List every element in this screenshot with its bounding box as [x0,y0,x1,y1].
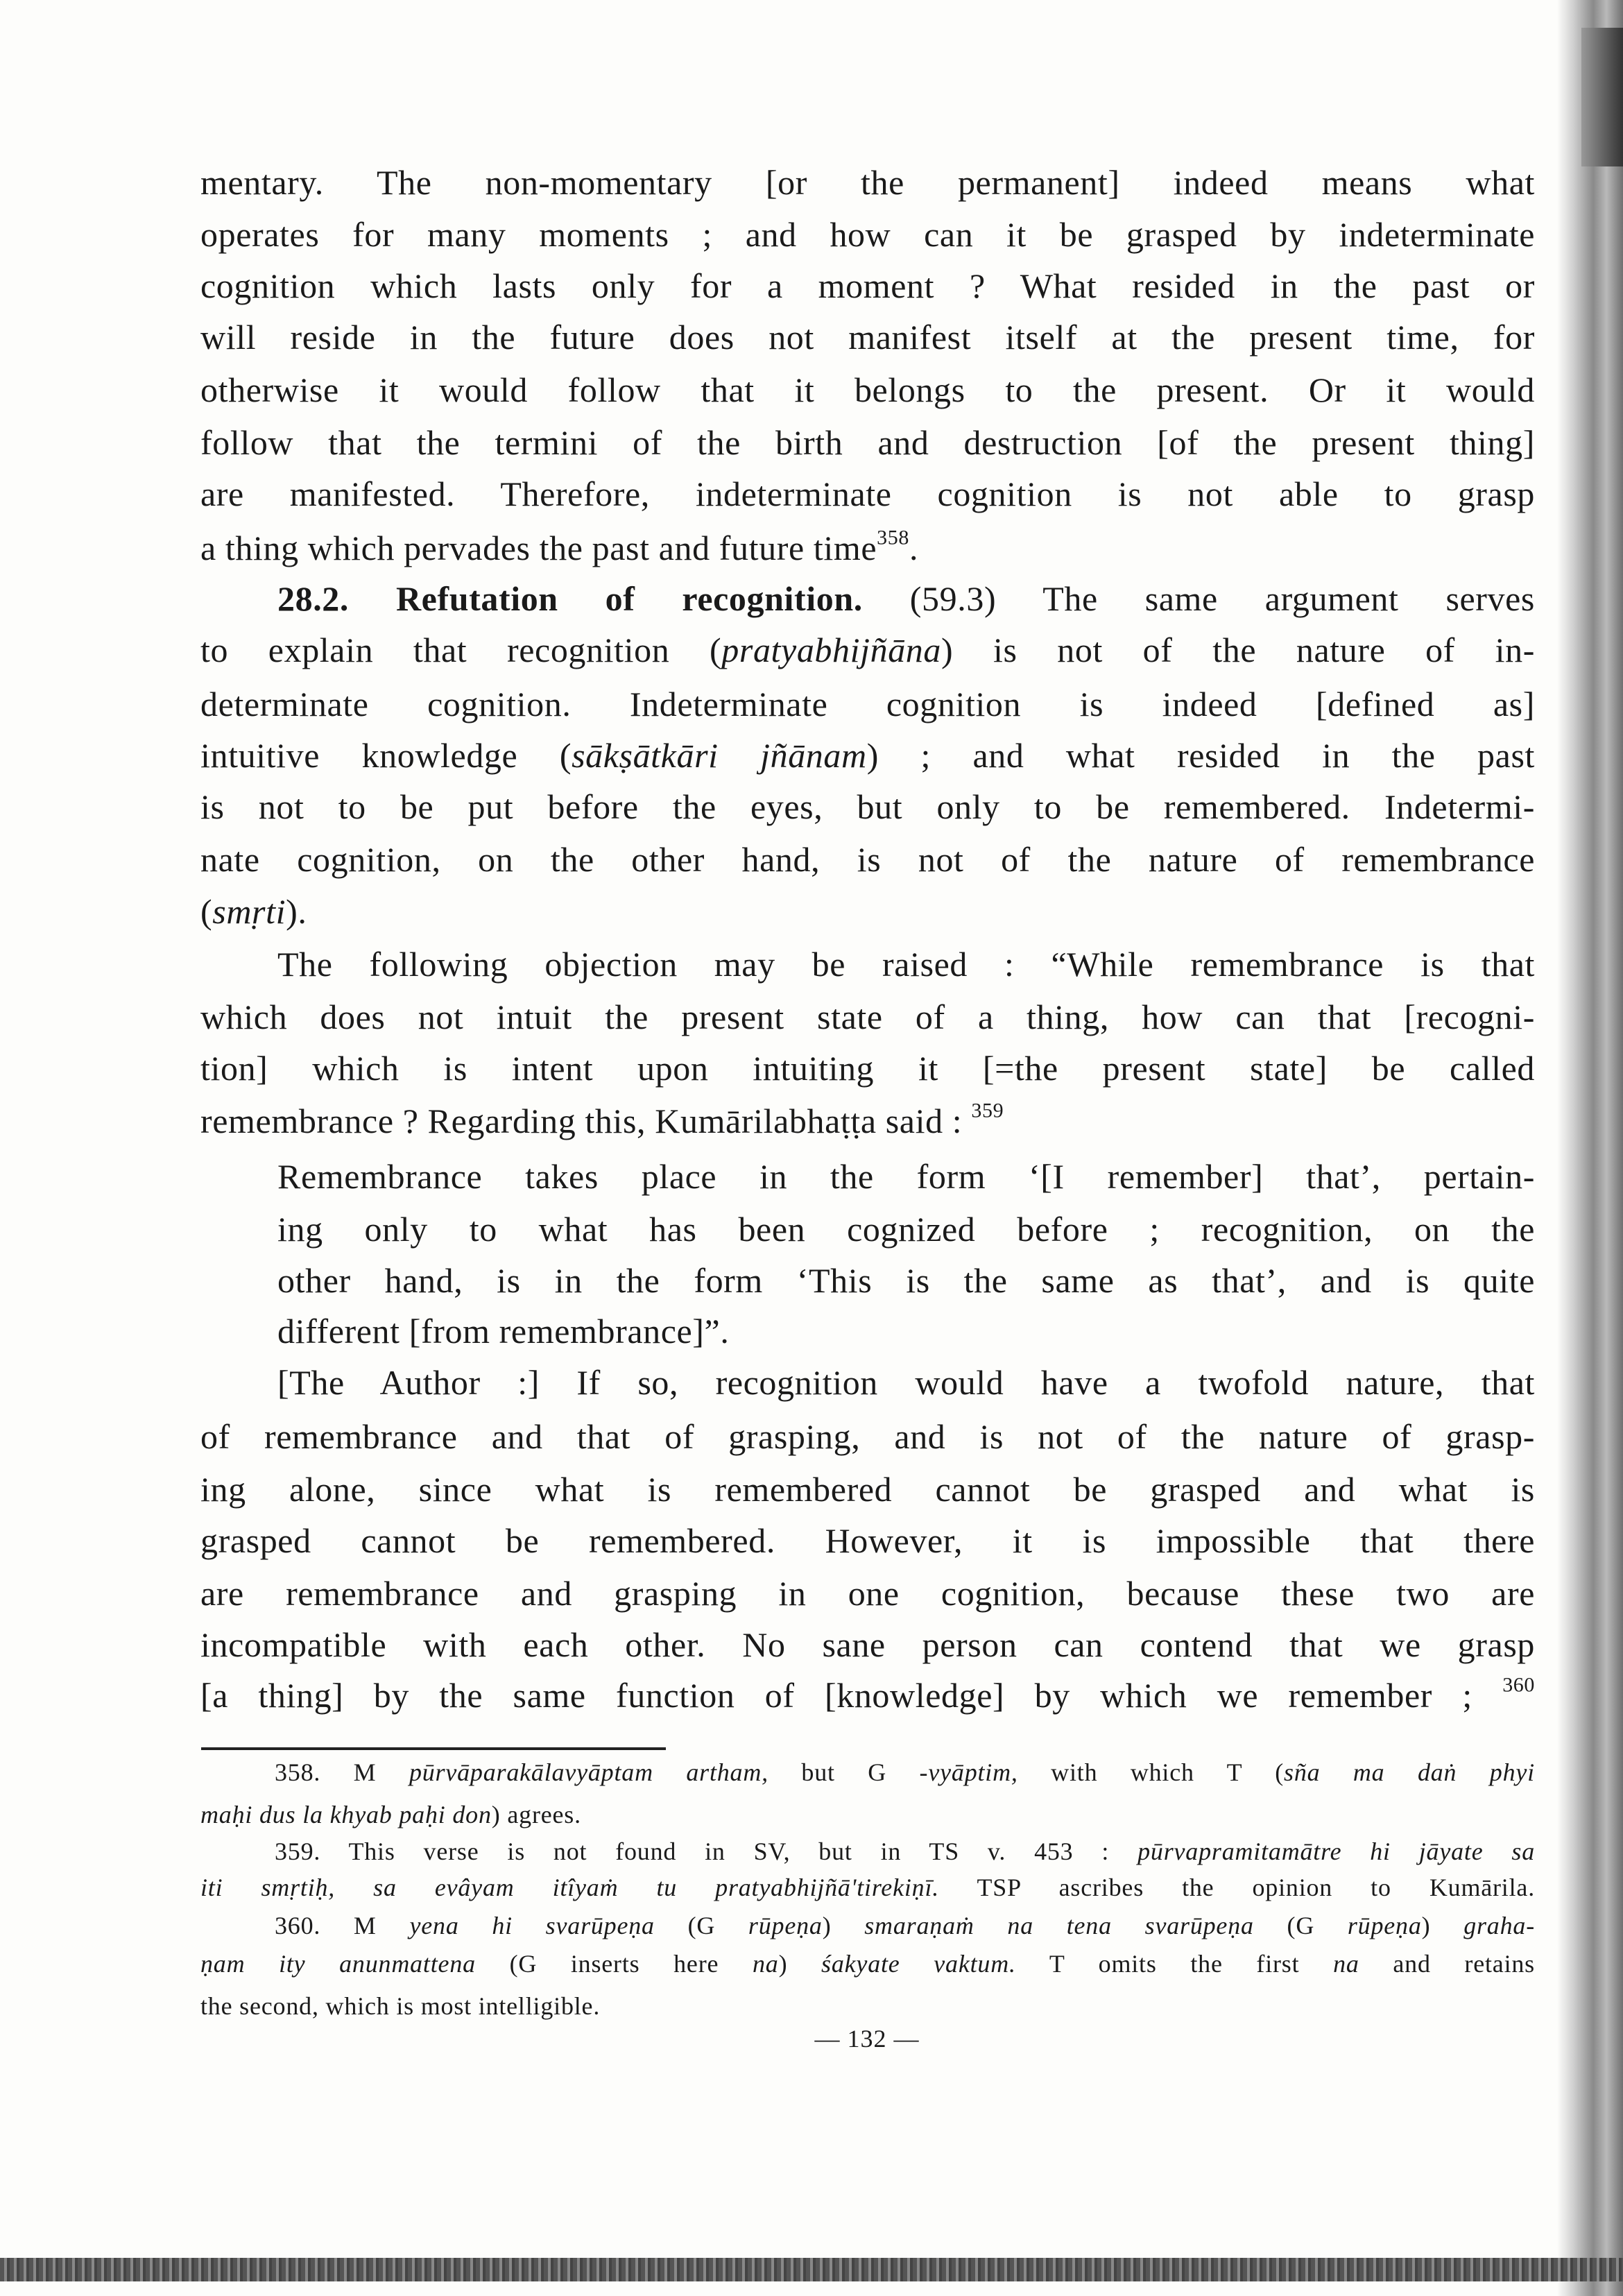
text-run: follow that the termini of the birth and destruction [of the present thing] [200,422,1535,462]
text-line [200,781,1535,833]
footnote-reference: 359 [971,1099,1004,1122]
footnote-line [200,1868,1535,1907]
text-run: with which T ( [1017,1758,1285,1786]
italic-term: yena hi svarūpeṇa [409,1912,655,1940]
footnote-line [200,1795,1535,1834]
block-quote-line [277,1203,1535,1256]
text-run: [The Author :] If so, recognition would have a twofold nature, that [277,1363,1535,1403]
text-line [200,522,1535,574]
text-run: tion] which is intent upon intuiting it [=the present state] be called [200,1048,1535,1088]
text-line [200,1515,1535,1567]
text-line [277,1357,1535,1409]
text-run: 359. This verse is not found in SV, but in TS v. 453 : [275,1837,1138,1865]
text-run: ing only to what has been cognized before ; recognition, on the [277,1209,1535,1249]
text-run: is not to be put before the eyes, but only to be remembered. Indetermi- [200,787,1535,826]
italic-term: ṇam ity anunmattena [200,1950,476,1978]
text-line [200,624,1535,676]
italic-term: rūpeṇa [1347,1912,1422,1940]
footnote-rule [201,1747,666,1750]
text-run: ) ; and what resided in the past [866,735,1535,775]
text-run: remembrance ? Regarding this, Kumārilabhaṭṭa said : [200,1101,972,1140]
text-run: Remembrance takes place in the form ‘[I remember] that’, pertain- [277,1156,1535,1196]
italic-term: sākṣātkāri jñānam [572,735,867,775]
footnote-reference: 360 [1502,1673,1535,1697]
text-line [200,678,1535,730]
scan-bottom-edge [0,2258,1623,2281]
italic-term: iti smṛtiḥ, sa evâyam itîyaṁ tu pratyabhijñā'tirekiṇī. [200,1874,940,1902]
text-run: and retains [1359,1950,1535,1978]
text-run: (59.3) The same argument serves [862,579,1535,619]
text-run: ) is not of the nature of in- [941,631,1535,670]
text-line [200,730,1535,782]
text-run: other hand, is in the form ‘This is the same as that’, and is quite [277,1260,1535,1300]
text-run: intuitive knowledge ( [200,735,572,775]
italic-term: graha- [1463,1912,1535,1940]
text-run: a thing which pervades the past and future time [200,528,877,567]
text-run: ) [1421,1912,1464,1940]
text-line [200,834,1535,886]
text-run: [a thing] by the same function of [knowledge] by which we remember ; [200,1676,1503,1715]
text-run: ). [286,892,307,932]
italic-term: pūrvāparakālavyāptam artham, [409,1758,768,1786]
footnote-reference: 358 [877,526,909,549]
scan-edge-mark [1581,28,1623,166]
block-quote-line [277,1151,1535,1203]
text-run: incompatible with each other. No sane person can contend that we grasp [200,1625,1535,1664]
italic-term: na [752,1950,779,1978]
text-line [277,573,1535,625]
text-run: ing alone, since what is remembered cannot be grasped and what is [200,1470,1535,1509]
italic-term: pūrvapramitamātre hi jāyate sa [1137,1837,1536,1865]
scan-edge-shadow [1557,0,1623,2296]
text-line [200,1043,1535,1095]
text-run: ) [822,1912,865,1940]
text-run: different [from remembrance]”. [277,1312,730,1351]
text-run: mentary. The non-momentary [or the permanent] indeed means what [200,162,1535,202]
text-run: of remembrance and that of grasping, and is not of the nature of grasp- [200,1417,1535,1457]
text-run: 360. M [275,1912,410,1940]
text-run: TSP ascribes the opinion to Kumārila. [939,1874,1535,1902]
text-run: T omits the first [1015,1950,1334,1978]
text-line [200,364,1535,416]
text-run: cognition which lasts only for a moment ? What resided in the past or [200,266,1535,306]
text-line [200,468,1535,520]
text-run: determinate cognition. Indeterminate cognition is indeed [defined as] [200,685,1535,724]
text-run: ) agrees. [491,1801,581,1829]
section-heading: 28.2. Refutation of recognition. [277,579,863,619]
text-run: operates for many moments ; and how can it be grasped by indeterminate [200,215,1535,255]
text-run: (G [654,1912,748,1940]
footnote-line [200,1944,1535,1983]
text-run: nate cognition, on the other hand, is not of the nature of remembrance [200,839,1535,879]
text-run: The following objection may be raised : “While remembrance is that [277,945,1535,984]
page-number: — 132 — [814,2025,920,2053]
italic-term: pratyabhijñāna [721,631,942,670]
text-line [200,1095,1535,1147]
italic-term: maḥi dus la khyab paḥi don [200,1801,492,1829]
footnote-line [200,1987,1535,2025]
text-line [200,886,1535,938]
italic-term: śakyate vaktum. [821,1950,1016,1978]
text-line [200,209,1535,261]
text-run: grasped cannot be remembered. However, it is impossible that there [200,1520,1535,1560]
footnote-line [275,1753,1535,1792]
italic-term: rūpeṇa [748,1912,823,1940]
text-line [200,311,1535,363]
italic-term: sña ma daṅ phyi [1284,1758,1535,1786]
italic-term: -vyāptim, [919,1758,1018,1786]
italic-term: smaraṇaṁ na tena svarūpeṇa [864,1912,1254,1940]
text-line [200,1670,1535,1722]
footnote-line [275,1906,1535,1945]
text-line [200,1619,1535,1671]
text-line [277,939,1535,991]
text-run: (G [1253,1912,1348,1940]
text-line [200,1464,1535,1516]
text-run: are manifested. Therefore, indeterminate cognition is not able to grasp [200,474,1535,513]
text-run: but G [768,1758,920,1786]
text-run: ) [778,1950,822,1978]
text-line [200,417,1535,469]
text-run: to explain that recognition ( [200,631,722,670]
italic-term: na [1333,1950,1359,1978]
text-line [200,991,1535,1043]
block-quote-line [277,1305,1535,1357]
block-quote-line [277,1255,1535,1307]
footnote-line [275,1832,1535,1871]
italic-term: smṛti [212,892,286,932]
text-run: are remembrance and grasping in one cognition, because these two are [200,1573,1535,1613]
text-run: which does not intuit the present state of a thing, how can that [recogni- [200,997,1535,1037]
text-line [200,157,1535,209]
text-run: . [909,528,919,567]
text-run: the second, which is most intelligible. [200,1992,601,2021]
text-run: 358. M [275,1758,409,1786]
text-line [200,1568,1535,1620]
text-run: (G inserts here [475,1950,753,1978]
text-line [200,260,1535,312]
text-line [200,1411,1535,1463]
text-run: ( [200,892,213,932]
text-run: otherwise it would follow that it belongs to the present. Or it would [200,370,1535,409]
text-run: will reside in the future does not manifest itself at the present time, for [200,317,1535,357]
